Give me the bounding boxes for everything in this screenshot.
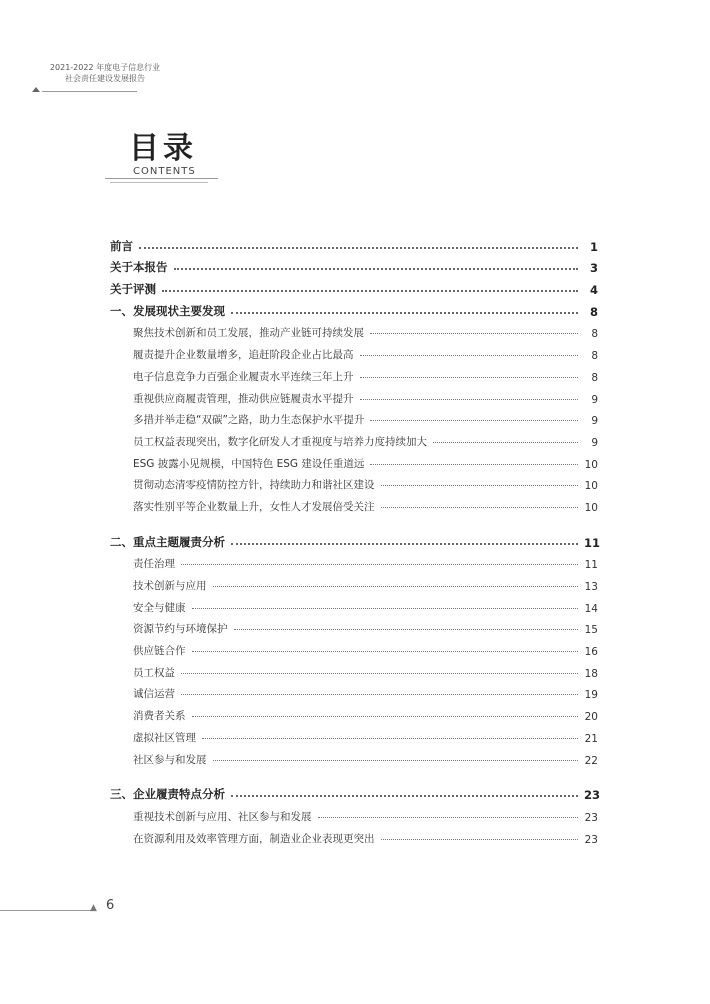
running-header: [40, 62, 170, 84]
toc-entry-page: 1: [589, 239, 598, 254]
toc-subsection-entry[interactable]: [110, 824, 598, 846]
dot-leader: [360, 355, 579, 356]
toc-entry-label: 重视供应商履责管理，推动供应链履责水平提升: [133, 392, 354, 405]
toc-entry-page: 22: [584, 754, 598, 767]
toc-title-block: [105, 132, 225, 177]
header-rule: [32, 86, 137, 92]
toc-entry-label: 员工权益表现突出，数字化研发人才重视度与培养力度持续加大: [133, 435, 427, 448]
toc-entry-label: ESG 披露小见规模，中国特色 ESG 建设任重道远: [133, 457, 365, 470]
toc-entry-page: 4: [589, 283, 598, 298]
dot-leader: [181, 694, 578, 695]
toc-subsection-entry[interactable]: [110, 406, 598, 428]
toc-entry-label: 落实性别平等企业数量上升，女性人才发展倍受关注: [133, 500, 375, 513]
dot-leader: [433, 442, 578, 443]
toc-subsection-entry[interactable]: [110, 745, 598, 767]
toc-subsection-entry[interactable]: [110, 593, 598, 615]
toc-section-entry[interactable]: [110, 275, 598, 297]
toc-subsection-entry[interactable]: [110, 636, 598, 658]
toc-subsection-entry[interactable]: [110, 471, 598, 493]
toc-subsection-entry[interactable]: [110, 701, 598, 723]
page-title: 目录: [129, 131, 197, 166]
dot-leader: [370, 464, 578, 465]
toc-subsection-entry[interactable]: [110, 340, 598, 362]
toc-entry-page: 18: [584, 667, 598, 680]
toc-section-entry[interactable]: [110, 232, 598, 254]
toc-entry-label: 在资源利用及效率管理方面，制造业企业表现更突出: [133, 832, 375, 845]
dot-leader: [213, 586, 579, 587]
dot-leader: [231, 543, 578, 545]
toc-entry-page: 23: [584, 833, 598, 846]
toc-entry-page: 8: [591, 350, 598, 363]
toc-entry-label: 技术创新与应用: [133, 580, 207, 592]
triangle-icon: ▲: [90, 903, 97, 913]
dot-leader: [231, 795, 578, 797]
page-number: 6: [106, 898, 115, 913]
dot-leader: [360, 377, 579, 378]
table-of-contents: [110, 232, 601, 846]
dot-leader: [370, 420, 578, 421]
dot-leader: [360, 399, 579, 400]
toc-entry-page: 8: [589, 304, 598, 319]
toc-subsection-entry[interactable]: [110, 571, 598, 593]
dot-leader: [318, 817, 579, 818]
toc-subsection-entry[interactable]: [110, 658, 598, 680]
toc-entry-label: 供应链合作: [133, 645, 186, 658]
toc-entry-page: 11: [584, 559, 598, 572]
toc-section-entry[interactable]: [110, 297, 598, 319]
toc-entry-page: 8: [591, 371, 598, 384]
toc-subsection-entry[interactable]: [110, 802, 598, 824]
toc-gap: [110, 514, 598, 528]
toc-entry-page: 23: [584, 788, 601, 803]
toc-subsection-entry[interactable]: [110, 384, 598, 406]
dot-leader: [192, 651, 579, 652]
toc-entry-page: 10: [584, 480, 598, 493]
toc-subsection-entry[interactable]: [110, 492, 598, 514]
dot-leader: [192, 716, 579, 717]
dot-leader: [381, 839, 579, 840]
toc-entry-page: 8: [591, 328, 598, 341]
toc-entry-label: 一、发展现状主要发现: [110, 303, 225, 318]
toc-entry-page: 9: [591, 436, 598, 449]
toc-entry-label: 前言: [110, 238, 133, 253]
toc-entry-label: 多措并举走稳“双碳”之路，助力生态保护水平提升: [133, 414, 365, 427]
toc-entry-page: 10: [584, 458, 598, 471]
toc-entry-label: 重视技术创新与应用、社区参与和发展: [133, 810, 312, 823]
page-subtitle: CONTENTS: [133, 166, 196, 177]
dot-leader: [381, 507, 579, 508]
toc-entry-label: 社区参与和发展: [133, 753, 207, 766]
toc-entry-page: 14: [584, 602, 598, 615]
toc-entry-page: 21: [584, 732, 598, 745]
toc-subsection-entry[interactable]: [110, 449, 598, 471]
toc-subsection-entry[interactable]: [110, 550, 598, 572]
toc-entry-page: 3: [589, 261, 598, 276]
toc-subsection-entry[interactable]: [110, 362, 598, 384]
toc-entry-page: 9: [591, 393, 598, 406]
dot-leader: [139, 247, 578, 249]
toc-entry-page: 16: [584, 646, 598, 659]
dot-leader: [234, 629, 579, 630]
dot-leader: [174, 268, 579, 270]
toc-entry-label: 安全与健康: [133, 601, 186, 614]
toc-section-entry[interactable]: [110, 781, 601, 803]
footer-rule: [0, 910, 96, 911]
toc-entry-label: 履责提升企业数量增多，追赶阶段企业占比最高: [133, 349, 354, 362]
toc-entry-label: 员工权益: [133, 666, 175, 679]
toc-entry-label: 二、重点主题履责分析: [110, 534, 225, 549]
toc-subsection-entry[interactable]: [110, 680, 598, 702]
toc-entry-page: 15: [584, 624, 598, 637]
dot-leader: [181, 673, 578, 674]
dot-leader: [192, 608, 579, 609]
title-rule-secondary: [110, 182, 208, 183]
toc-subsection-entry[interactable]: [110, 319, 598, 341]
toc-subsection-entry[interactable]: [110, 615, 598, 637]
toc-subsection-entry[interactable]: [110, 427, 598, 449]
title-rule: [105, 178, 218, 179]
toc-entry-label: 电子信息竞争力百强企业履责水平连续三年上升: [133, 370, 354, 383]
toc-entry-label: 虚拟社区管理: [133, 731, 196, 744]
toc-entry-page: 10: [584, 501, 598, 514]
toc-section-entry[interactable]: [110, 254, 598, 276]
toc-entry-label: 消费者关系: [133, 710, 186, 723]
toc-subsection-entry[interactable]: [110, 723, 598, 745]
header-line-2: 社会责任建设发展报告: [65, 74, 145, 83]
toc-entry-page: 23: [584, 811, 598, 824]
dot-leader: [202, 738, 578, 739]
dot-leader: [162, 290, 578, 292]
dot-leader: [213, 760, 579, 761]
toc-entry-label: 聚焦技术创新和员工发展，推动产业链可持续发展: [133, 327, 364, 340]
header-line-1: 2021-2022 年度电子信息行业: [49, 63, 161, 72]
toc-entry-label: 诚信运营: [133, 688, 175, 701]
dot-leader: [370, 333, 578, 334]
toc-gap: [110, 767, 598, 781]
toc-entry-page: 19: [584, 689, 598, 702]
toc-entry-page: 11: [584, 535, 601, 550]
dot-leader: [231, 312, 578, 314]
toc-entry-label: 贯彻动态清零疫情防控方针，持续助力和谐社区建设: [133, 479, 375, 492]
toc-entry-page: 20: [584, 711, 598, 724]
toc-entry-label: 资源节约与环境保护: [133, 623, 228, 636]
toc-entry-label: 关于评测: [110, 282, 156, 297]
toc-entry-page: 13: [584, 581, 598, 593]
toc-entry-label: 关于本报告: [110, 260, 168, 275]
toc-entry-label: 三、企业履责特点分析: [110, 787, 225, 802]
toc-section-entry[interactable]: [110, 528, 601, 550]
toc-entry-label: 责任治理: [133, 558, 175, 571]
dot-leader: [381, 485, 579, 486]
toc-entry-page: 9: [591, 415, 598, 428]
dot-leader: [181, 564, 578, 565]
